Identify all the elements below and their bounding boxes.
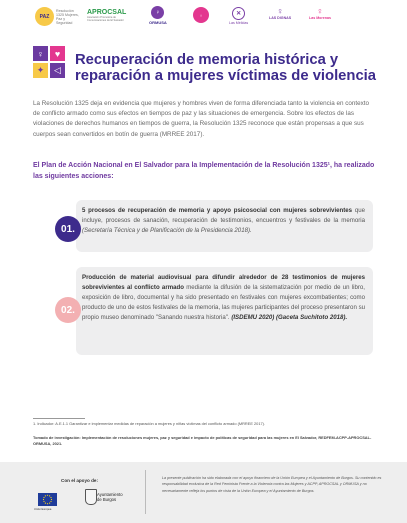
action-2-bold: Producción de material audiovisual para difundir alrededor de 28 testimonios de mujeres sobrevivientes al conflicto armado <box>82 274 365 291</box>
action-1-number-badge: 01. <box>55 216 81 242</box>
melidas-logo-mark: ✕ <box>232 7 245 20</box>
title-icon-grid <box>33 46 65 78</box>
action-card-1-text <box>76 200 373 236</box>
dignas-logo-name: LAS DIGNAS <box>269 16 292 20</box>
page-title: Recuperación de memoria histórica y reparación a mujeres víctimas de violencia <box>75 52 377 84</box>
support-label: Con el apoyo de: <box>61 478 99 483</box>
action-2-number-badge: 02. <box>55 297 81 323</box>
action-2-body: mediante la difusión de la sistematización por medio de un libro, exposición de libro, documental y ha sido presentado en festivales con mujeres excombatientes; como producto de uno de estos festivales de la memoria, las mujeres participantes del proceso presentaron su propio museo denominado "Sanando nuestra historia". <box>82 283 365 321</box>
red-feminista-logo-mark: ♀ <box>193 7 209 23</box>
action-card-1 <box>76 200 373 252</box>
eu-caption: Unión Europea <box>34 508 52 511</box>
action-card-2-text <box>76 267 373 323</box>
burgos-crest-icon <box>85 489 97 505</box>
paz-logo-mark: PAZ <box>35 7 54 26</box>
aprocsal-logo-caption: Asociación Promotora de Comunicaciones de El Salvador <box>87 16 124 22</box>
female-symbol-icon: ♀ <box>33 46 48 61</box>
megaphone-icon: ◁ <box>50 63 65 78</box>
dignas-logo-mark: ♀ <box>276 6 284 16</box>
ayuntamiento-line-1: Ayuntamiento <box>97 492 123 497</box>
heart-icon: ♥ <box>50 46 65 61</box>
eu-flag-icon <box>38 493 57 506</box>
plan-heading: El Plan de Acción Nacional en El Salvador para la Implementación de la Resolución 1325¹, ha realizado las siguientes acciones: <box>33 162 375 180</box>
footnote-divider <box>33 418 85 419</box>
melidas-logo-name: Las Mélidas <box>229 21 249 25</box>
footer-divider <box>145 470 146 514</box>
morenas-logo-mark: ♀ <box>316 6 324 16</box>
ormusa-logo-name: ORMUSA <box>149 20 167 25</box>
paz-logo-caption: Resolución 1325 Mujeres, Paz y Seguridad <box>56 8 79 25</box>
aprocsal-logo <box>87 9 129 22</box>
action-1-body: que incluye, procesos de sanación, recuperación de testimonios, encuentros y festivales de la memoria <box>82 207 365 224</box>
dove-icon: ✦ <box>33 63 48 78</box>
morenas-logo-name: Las Morenas <box>309 16 331 20</box>
morenas-logo <box>309 6 331 20</box>
action-2-source: (ISDEMU 2020) (Gaceta Suchitoto 2018). <box>231 313 348 321</box>
source-note: Tomado de investigación: Implementación de resoluciones mujeres, paz y seguridad e impacto de políticas de seguridad para las mujeres en El Salvador, REDFEM-ACPP-APROCSAL-ORMUSA, 2021. <box>33 435 372 446</box>
dignas-logo <box>269 6 291 20</box>
ormusa-logo-mark: ♀ <box>151 6 164 19</box>
footnote: 1. Indicador: A.E.1.1 Garantizar e implementar medidas de reparación a mujeres y niñas víctimas del conflicto armado (MRREE 2017). <box>33 421 266 426</box>
aprocsal-logo-name: APROCSAL <box>87 9 127 16</box>
funding-disclaimer: La presente publicación ha sido elaborada con el apoyo financiero de la Unión Europea y el Ayuntamiento de Burgos. Su contenido es responsabilidad exclusiva de la Red Feminista Frente a la Violencia contra las Mujeres y ACPP, APROCSAL y ORMUSA y no necesariamente refleja los puntos de vista de la Unión Europea y el Ayuntamiento de Burgos. <box>162 476 382 493</box>
intro-paragraph: La Resolución 1325 deja en evidencia que mujeres y hombres viven de forma diferenciada tanto la violencia en contexto de conflicto armado como sus efectos en tiempos de paz y las situaciones de emergencia. Sobre los efectos de las violaciones de derechos humanos en tiempos de guerra, la Resolución 1325 reconoce que están propensas a que sus cuerpos sean convertidos en botín de guerra (MRREE 2017). <box>33 100 370 138</box>
ormusa-logo <box>149 6 167 25</box>
ayuntamiento-logo-text <box>97 492 123 502</box>
logo-strip <box>33 3 383 27</box>
ayuntamiento-line-2: de Burgos <box>97 497 117 502</box>
paz-logo <box>35 7 80 26</box>
action-1-bold: 5 procesos de recuperación de memoria y apoyo psicosocial con mujeres sobrevivientes <box>82 207 353 214</box>
action-1-source: (Secretaría Técnica y de Planificación de la Presidencia 2018). <box>82 226 252 234</box>
red-feminista-logo <box>193 7 209 23</box>
melidas-logo <box>229 7 248 25</box>
action-card-2 <box>76 267 373 355</box>
